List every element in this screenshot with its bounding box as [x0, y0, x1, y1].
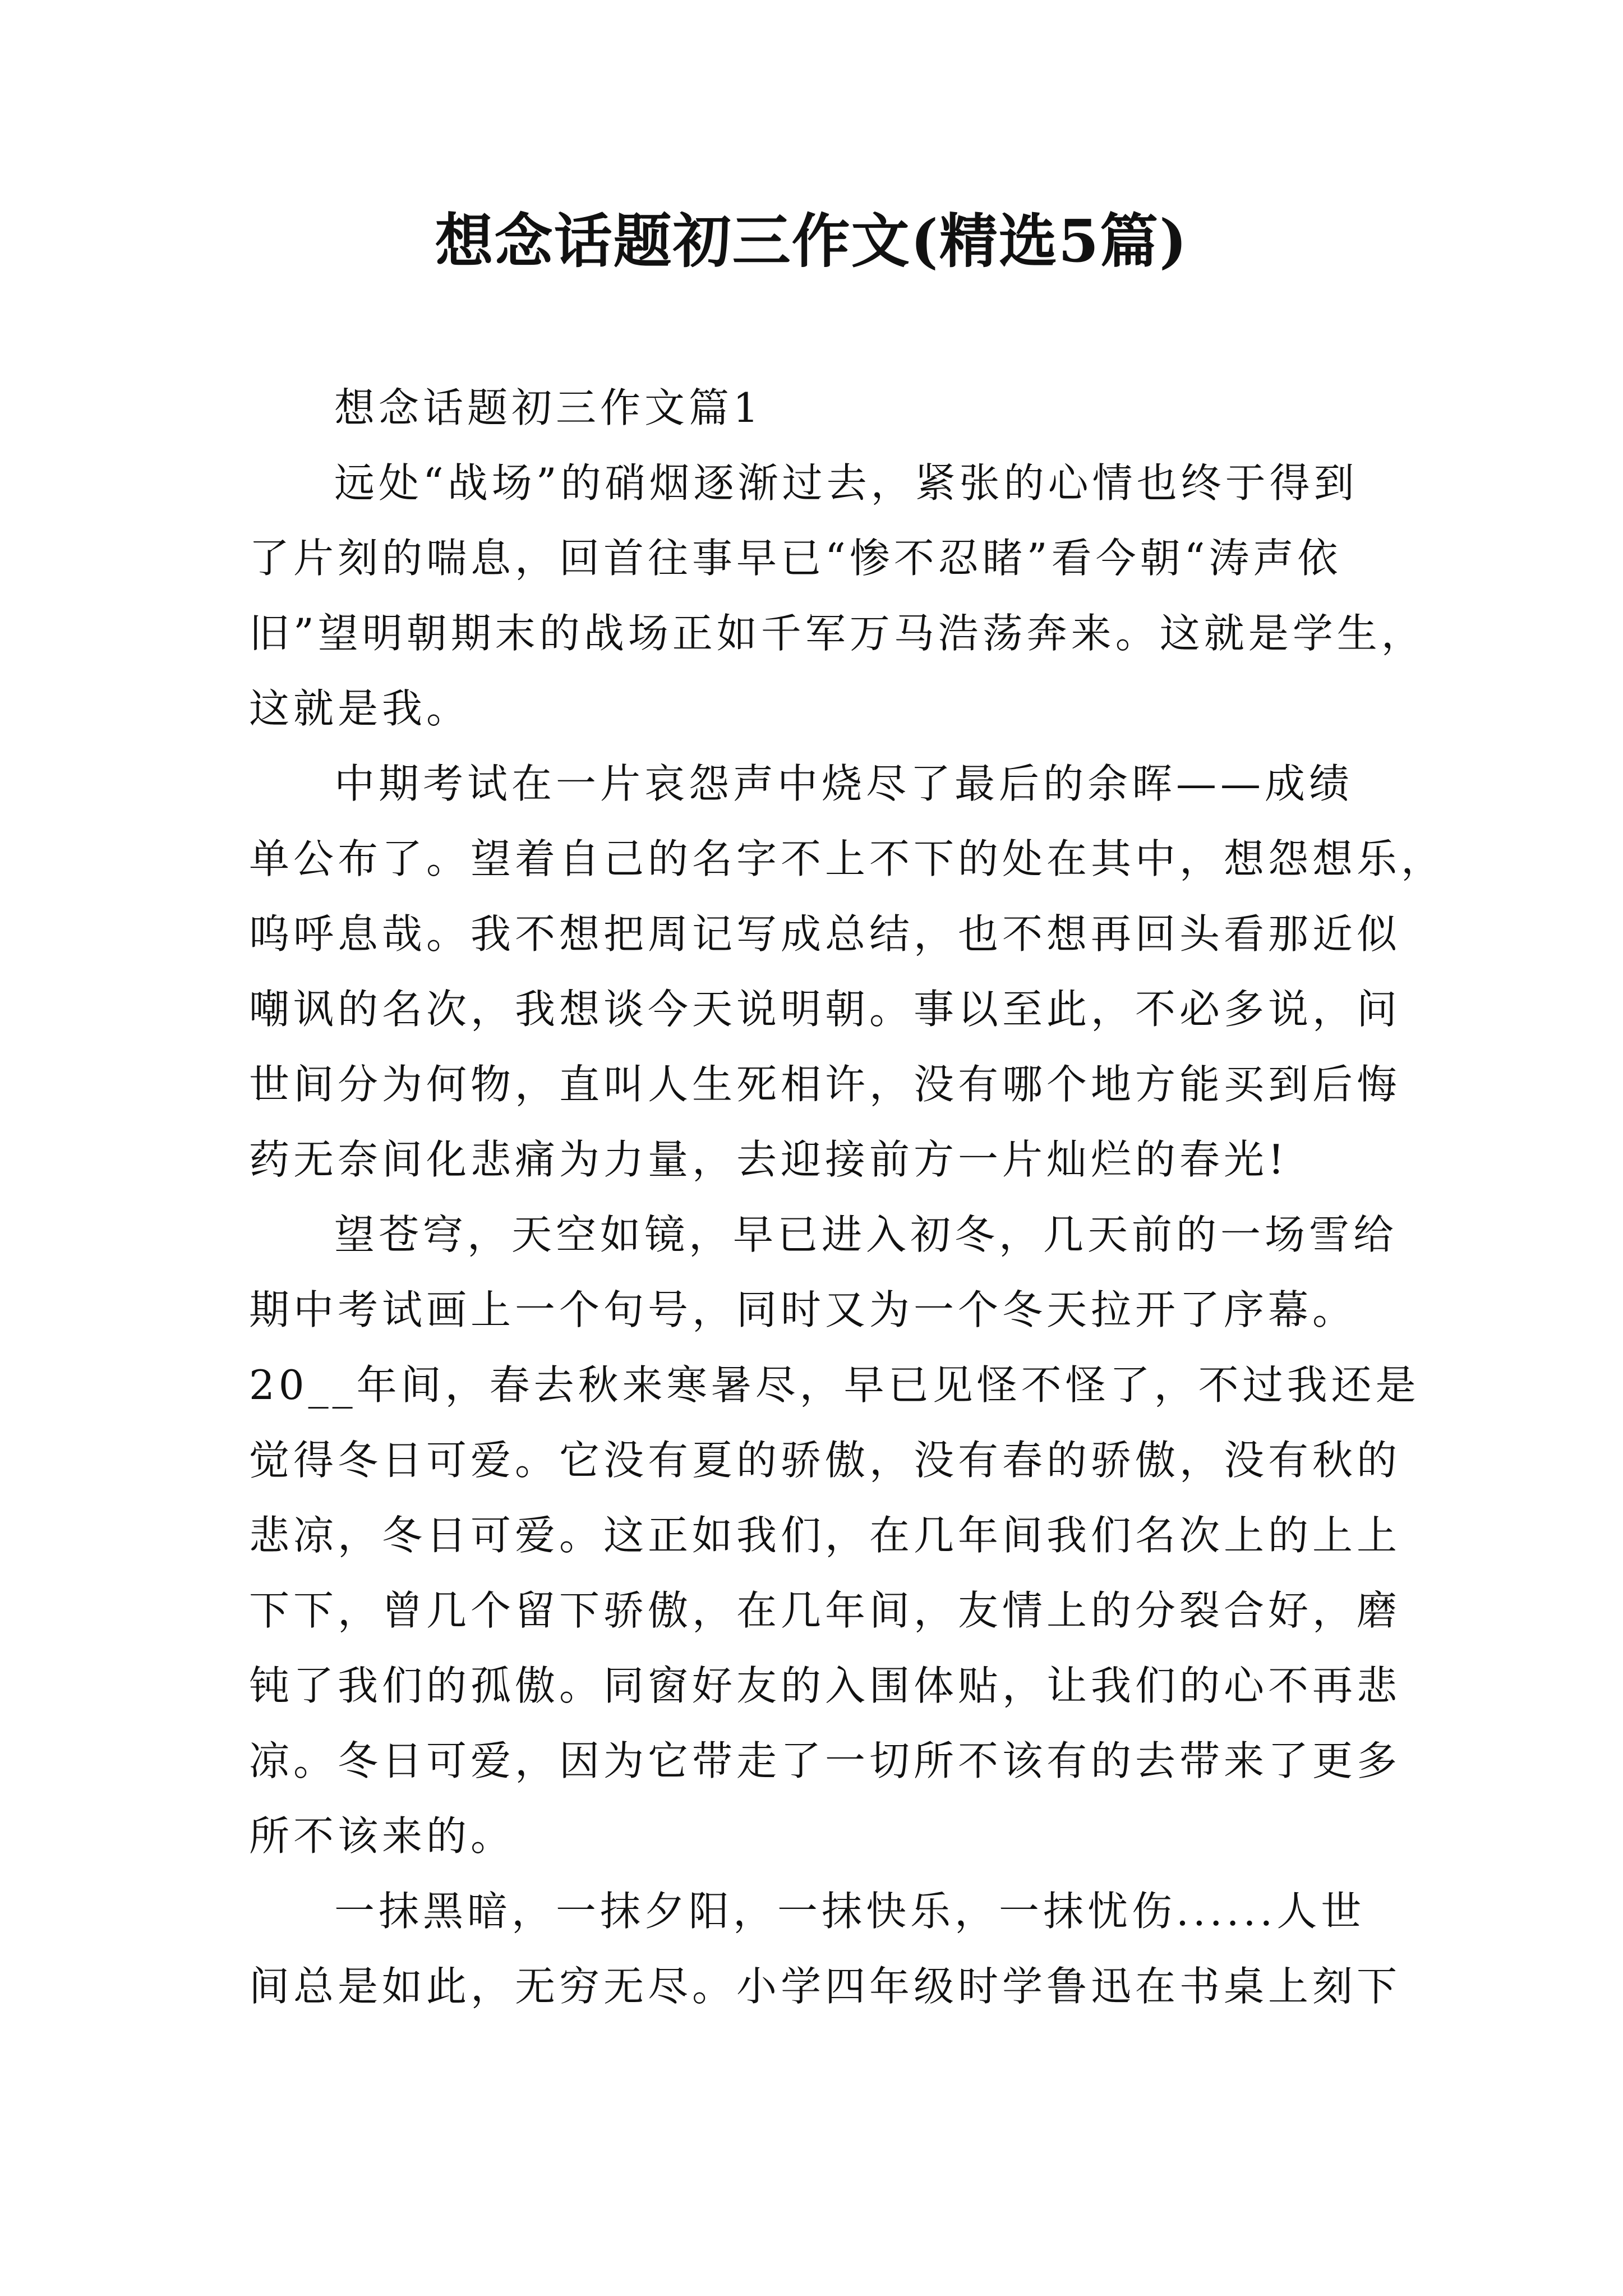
text-line: 远处“战场”的硝烟逐渐过去，紧张的心情也终于得到 — [334, 459, 1358, 507]
text-line: 所不该来的。 — [249, 1812, 515, 1860]
text-line: 这就是我。 — [249, 685, 471, 732]
text-line: 钝了我们的孤傲。同窗好友的入围体贴，让我们的心不再悲 — [249, 1662, 1401, 1709]
text-line: 单公布了。望着自己的名字不上不下的处在其中，想怨想乐， — [249, 835, 1446, 882]
text-line: 间总是如此，无穷无尽。小学四年级时学鲁迅在书桌上刻下 — [249, 1963, 1401, 2010]
text-line: 呜呼息哉。我不想把周记写成总结，也不想再回头看那近似 — [249, 910, 1401, 958]
text-line: 凉。冬日可爱，因为它带走了一切所不该有的去带来了更多 — [249, 1737, 1401, 1784]
text-line: 悲凉，冬日可爱。这正如我们，在几年间我们名次上的上上 — [249, 1512, 1401, 1559]
document-title: 想念话题初三作文(精选5篇) — [435, 206, 1188, 275]
text-line: 期中考试画上一个句号，同时又为一个冬天拉开了序幕。 — [249, 1286, 1357, 1333]
text-line: 一抹黑暗，一抹夕阳，一抹快乐，一抹忧伤......人世 — [334, 1888, 1366, 1935]
text-line: 20__年间，春去秋来寒暑尽，早已见怪不怪了，不过我还是 — [249, 1361, 1420, 1409]
text-line: 想念话题初三作文篇1 — [334, 384, 763, 431]
text-line: 旧”望明朝期末的战场正如千军万马浩荡奔来。这就是学生， — [249, 610, 1426, 657]
text-line: 觉得冬日可爱。它没有夏的骄傲，没有春的骄傲，没有秋的 — [249, 1437, 1401, 1484]
text-line: 嘲讽的名次，我想谈今天说明朝。事以至此，不必多说，问 — [249, 986, 1401, 1033]
text-line: 药无奈间化悲痛为力量，去迎接前方一片灿烂的春光! — [249, 1136, 1288, 1183]
text-line: 了片刻的喘息，回首往事早已“惨不忍睹”看今朝“涛声依 — [249, 535, 1342, 582]
text-line: 世间分为何物，直叫人生死相许，没有哪个地方能买到后悔 — [249, 1061, 1401, 1108]
text-line: 中期考试在一片哀怨声中烧尽了最后的余晖——成绩 — [334, 760, 1354, 807]
text-line: 望苍穹，天空如镜，早已进入初冬，几天前的一场雪给 — [334, 1211, 1398, 1258]
document-body — [249, 370, 1446, 2024]
text-line: 下下，曾几个留下骄傲，在几年间，友情上的分裂合好，磨 — [249, 1587, 1401, 1634]
